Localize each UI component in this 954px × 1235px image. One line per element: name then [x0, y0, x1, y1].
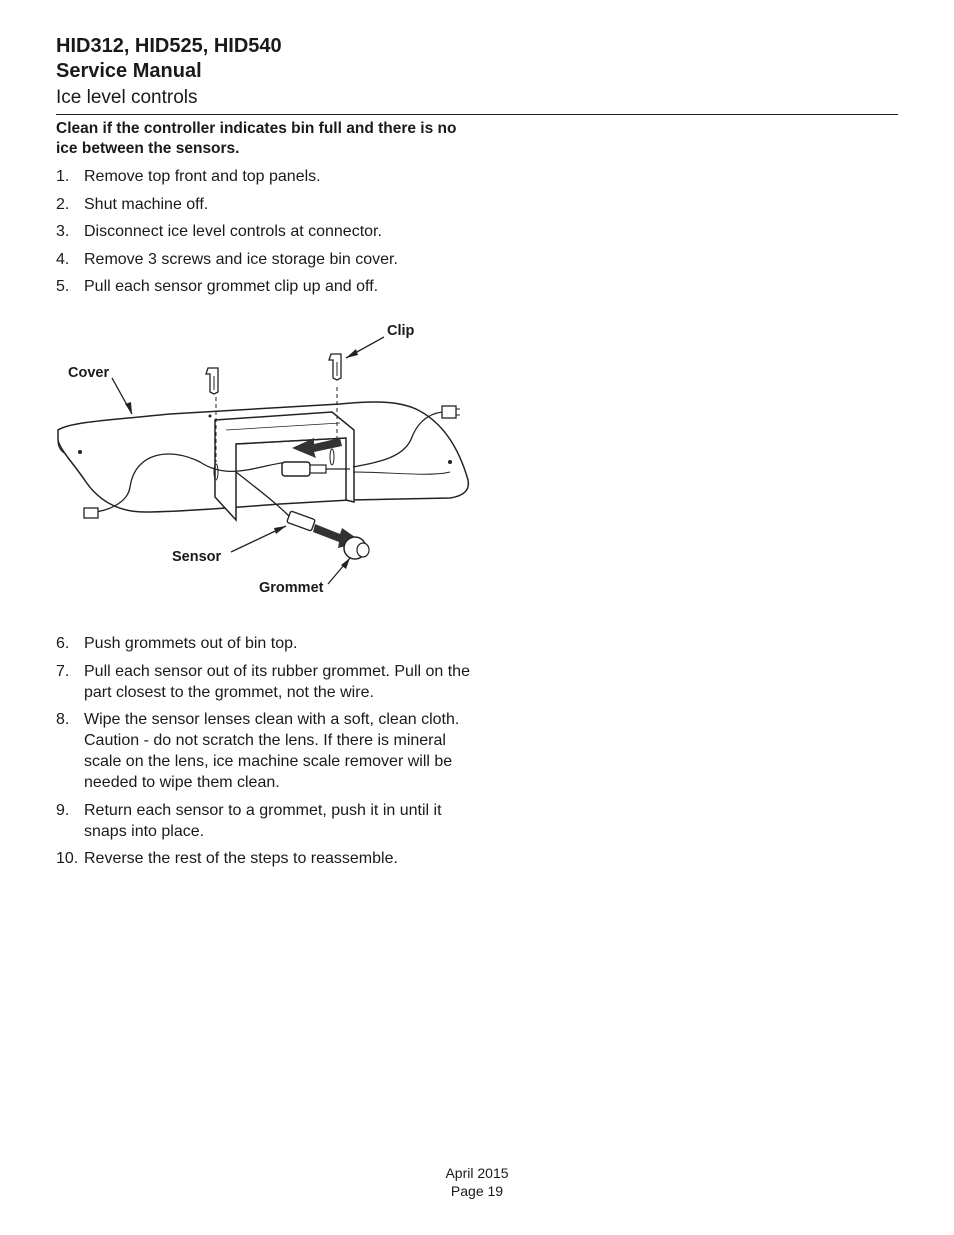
- right-connector: [442, 406, 456, 418]
- list-item: [56, 709, 476, 793]
- manual-title: Service Manual: [56, 60, 202, 82]
- sensor-removal-figure: [50, 312, 480, 602]
- list-item: [56, 276, 476, 297]
- step-number: 8.: [56, 711, 70, 728]
- intro-text: Clean if the controller indicates bin full and there is no ice between the sensors.: [56, 120, 457, 157]
- left-clip: [206, 368, 218, 394]
- sensor-label: Sensor: [172, 549, 222, 565]
- step-number: 7.: [56, 662, 70, 680]
- step-text: Pull each sensor grommet clip up and off.: [84, 278, 379, 295]
- step-number: 5.: [56, 278, 70, 295]
- step-text: Shut machine off.: [84, 195, 209, 213]
- step-text: Pull each sensor out of its rubber grommet. Pull on the part closest to the grommet, not the wire.: [84, 662, 470, 701]
- cover-label: Cover: [68, 365, 110, 381]
- step-text: Push grommets out of bin top.: [84, 635, 298, 652]
- step-number: 2.: [56, 195, 70, 213]
- step-text: Return each sensor to a grommet, push it in until it snaps into place.: [84, 801, 442, 840]
- step-text: Reverse the rest of the steps to reassemble.: [84, 850, 398, 867]
- list-item: [56, 661, 476, 703]
- list-item: [56, 249, 476, 270]
- clip-label: Clip: [387, 323, 415, 339]
- page-footer: [0, 1164, 954, 1200]
- step-text: Disconnect ice level controls at connector.: [84, 223, 382, 240]
- section-title: Ice level controls: [56, 87, 198, 108]
- step-text: Remove top front and top panels.: [84, 168, 321, 185]
- list-item: [56, 166, 476, 187]
- page-number: Page 19: [450, 1183, 504, 1199]
- page-header: [56, 34, 898, 110]
- step-text: Wipe the sensor lenses clean with a soft, clean cloth. Caution - do not scratch the lens. If there is mineral scale on the lens, ice machine scale remover will be needed to wipe them clean.: [84, 711, 460, 791]
- header-divider: [56, 114, 898, 115]
- list-item: [56, 221, 476, 242]
- list-item: [56, 848, 476, 869]
- list-item: [56, 194, 476, 215]
- step-number: 9.: [56, 801, 70, 819]
- steps-list-part1: [56, 166, 476, 304]
- step-number: 1.: [56, 168, 70, 185]
- model-title: HID312, HID525, HID540: [56, 35, 282, 57]
- list-item: [56, 633, 476, 654]
- grommet-label: Grommet: [259, 580, 324, 596]
- step-number: 6.: [56, 635, 70, 652]
- right-clip: [329, 354, 341, 380]
- step-text: Remove 3 screws and ice storage bin cover.: [84, 250, 398, 268]
- left-connector: [84, 508, 98, 518]
- list-item: [56, 800, 476, 842]
- step-number: 4.: [56, 250, 70, 268]
- figure-drawing: [50, 312, 480, 602]
- footer-date: April 2015: [445, 1165, 509, 1181]
- step-number: 10.: [56, 850, 79, 867]
- sensor-body: [287, 511, 316, 531]
- steps-list-part2: [56, 633, 476, 876]
- step-number: 3.: [56, 223, 70, 240]
- installed-sensor: [282, 462, 310, 476]
